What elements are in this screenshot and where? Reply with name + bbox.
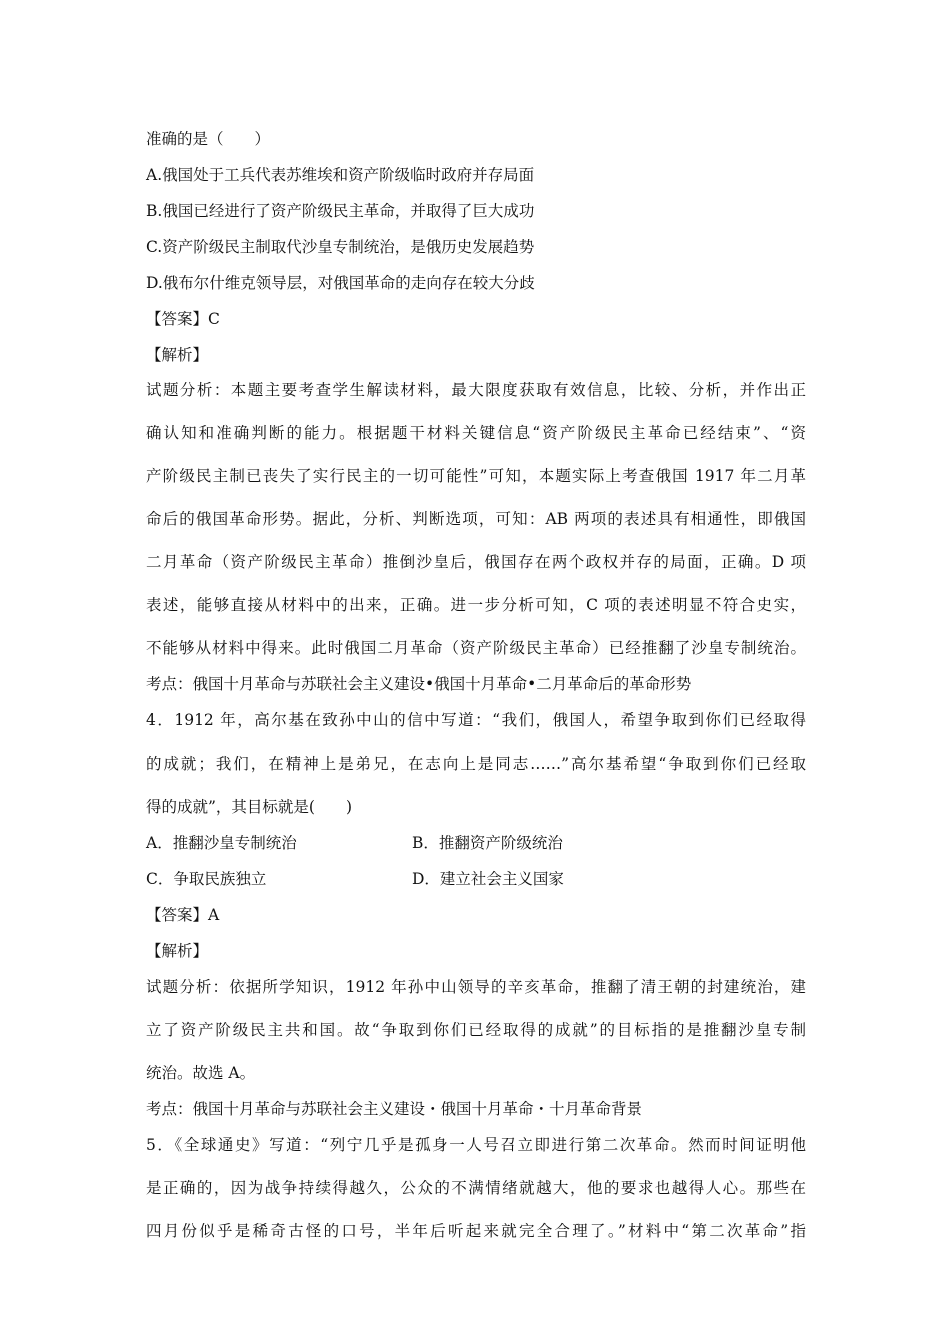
q3-stem-tail: 准确的是（ ） [146,130,271,148]
q4-analysis-line: 统治。故选 A。 [146,1064,256,1082]
q3-analysis-line: 产阶级民主制已丧失了实行民主的一切可能性”可知，本题实际上考查俄国 1917 年二月革 [146,467,806,485]
q4-option-c: C．争取民族独立 [146,870,267,888]
q4-analysis-line: 试题分析：依据所学知识，1912 年孙中山领导的辛亥革命，推翻了清王朝的封建统治，建 [146,978,806,996]
q3-kaodian: 考点：俄国十月革命与苏联社会主义建设•俄国十月革命•二月革命后的革命形势 [146,675,692,693]
q5-stem-line: 是正确的，因为战争持续得越久，公众的不满情绪就越大，他的要求也越得人心。那些在 [146,1179,806,1197]
q3-option-d: D.俄布尔什维克领导层，对俄国革命的走向存在较大分歧 [146,274,535,292]
q4-option-d: D．建立社会主义国家 [412,870,564,888]
q3-answer: 【答案】C [146,310,220,328]
q5-stem-line: 四月份似乎是稀奇古怪的口号，半年后听起来就完全合理了。”材料中“第二次革命”指 [146,1222,806,1240]
q3-option-b: B.俄国已经进行了资产阶级民主革命，并取得了巨大成功 [146,202,535,220]
q3-option-a: A.俄国处于工兵代表苏维埃和资产阶级临时政府并存局面 [146,166,535,184]
q4-analysis-label: 【解析】 [146,942,209,960]
q5-stem-line: 5．《全球通史》写道：“列宁几乎是孤身一人号召立即进行第二次革命。然而时间证明他 [146,1136,806,1154]
q4-stem-line: 得的成就”，其目标就是( ) [146,798,353,816]
q4-option-a: A．推翻沙皇专制统治 [146,834,297,852]
q4-stem-line: 4．1912 年，高尔基在致孙中山的信中写道：“我们，俄国人，希望争取到你们已经取得 [146,711,806,729]
q3-analysis-label: 【解析】 [146,346,209,364]
q4-option-b: B．推翻资产阶级统治 [412,834,563,852]
q4-kaodian: 考点：俄国十月革命与苏联社会主义建设・俄国十月革命・十月革命背景 [146,1100,643,1118]
q3-analysis-line: 表述，能够直接从材料中的出来，正确。进一步分析可知，C 项的表述明显不符合史实， [146,596,806,614]
q3-option-c: C.资产阶级民主制取代沙皇专制统治，是俄历史发展趋势 [146,238,535,256]
q4-answer: 【答案】A [146,906,220,924]
q3-analysis-line: 二月革命（资产阶级民主革命）推倒沙皇后，俄国存在两个政权并存的局面，正确。D 项 [146,553,806,571]
q3-analysis-line: 试题分析：本题主要考查学生解读材料，最大限度获取有效信息，比较、分析，并作出正 [146,381,806,399]
q4-stem-line: 的成就；我们，在精神上是弟兄，在志向上是同志……”高尔基希望“争取到你们已经取 [146,755,806,773]
q3-analysis-line: 确认知和准确判断的能力。根据题干材料关键信息“资产阶级民主革命已经结束”、“资 [146,424,806,442]
q3-analysis-line: 命后的俄国革命形势。据此，分析、判断选项，可知：AB 两项的表述具有相通性，即俄国 [146,510,806,528]
q3-analysis-line: 不能够从材料中得来。此时俄国二月革命（资产阶级民主革命）已经推翻了沙皇专制统治。 [146,639,806,657]
q4-analysis-line: 立了资产阶级民主共和国。故“争取到你们已经取得的成就”的目标指的是推翻沙皇专制 [146,1021,806,1039]
